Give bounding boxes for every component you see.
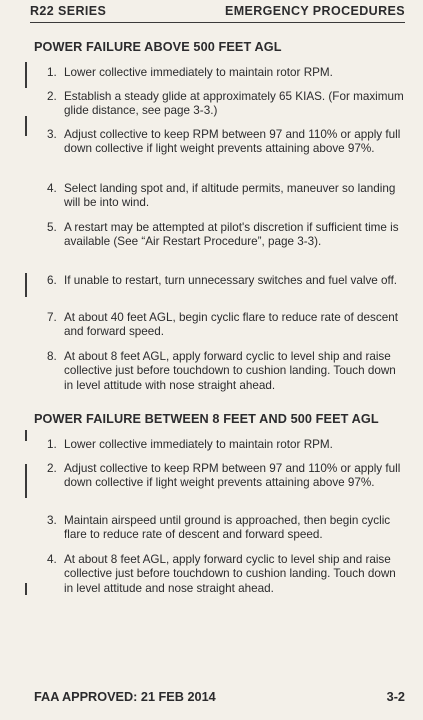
step-number: 5. bbox=[47, 221, 57, 234]
header-section: EMERGENCY PROCEDURES bbox=[224, 4, 405, 18]
step-text: Establish a steady glide at approximately 65 KIAS. (For maximum glide distance, see page 3-3.) bbox=[64, 90, 404, 118]
procedure-step bbox=[47, 438, 407, 452]
procedure-step bbox=[47, 221, 407, 250]
step-number: 7. bbox=[47, 311, 57, 324]
approval-date: FAA APPROVED: 21 FEB 2014 bbox=[34, 690, 216, 704]
running-header bbox=[30, 0, 405, 23]
section-title: POWER FAILURE BETWEEN 8 FEET AND 500 FEET AGL bbox=[34, 412, 379, 426]
procedure-step bbox=[47, 311, 407, 340]
step-number: 8. bbox=[47, 350, 57, 363]
step-number: 2. bbox=[47, 462, 57, 475]
step-number: 1. bbox=[47, 66, 57, 79]
section-title: POWER FAILURE ABOVE 500 FEET AGL bbox=[34, 40, 282, 54]
procedure-step bbox=[47, 90, 407, 119]
step-number: 1. bbox=[47, 438, 57, 451]
procedure-step bbox=[47, 514, 407, 543]
step-text: Select landing spot and, if altitude permits, maneuver so landing will be into wind. bbox=[64, 182, 396, 210]
step-number: 2. bbox=[47, 90, 57, 103]
step-text: At about 8 feet AGL, apply forward cyclic to level ship and raise collective just before touchdown to cushion landing. Touch down in level attitude and nose straight ahead. bbox=[64, 553, 396, 595]
step-text: If unable to restart, turn unnecessary switches and fuel valve off. bbox=[64, 274, 398, 287]
procedure-step bbox=[47, 553, 407, 596]
step-text: At about 8 feet AGL, apply forward cyclic to level ship and raise collective just before touchdown to cushion landing. Touch down in level attitude with nose straight ahead. bbox=[64, 350, 396, 392]
step-text: Lower collective immediately to maintain rotor RPM. bbox=[64, 66, 333, 79]
revision-bar bbox=[25, 62, 27, 88]
step-text: Maintain airspeed until ground is approached, then begin cyclic flare to reduce rate of descent and forward speed. bbox=[64, 514, 391, 542]
step-text: A restart may be attempted at pilot's discretion if sufficient time is available (See “Air Restart Procedure”, page 3-3). bbox=[64, 221, 399, 249]
procedure-step bbox=[47, 128, 407, 157]
step-number: 6. bbox=[47, 274, 57, 287]
step-number: 4. bbox=[47, 182, 57, 195]
revision-bar bbox=[25, 464, 27, 498]
step-text: At about 40 feet AGL, begin cyclic flare to reduce rate of descent and forward speed. bbox=[64, 311, 398, 339]
procedure-step bbox=[47, 462, 407, 491]
step-text: Adjust collective to keep RPM between 97 and 110% or apply full down collective if light weight prevents attaining above 97%. bbox=[64, 128, 401, 156]
procedure-step bbox=[47, 274, 407, 288]
step-number: 4. bbox=[47, 553, 57, 566]
step-text: Adjust collective to keep RPM between 97 and 110% or apply full down collective if light weight prevents attaining above 97%. bbox=[64, 462, 401, 490]
revision-bar bbox=[25, 116, 27, 136]
revision-bar bbox=[25, 273, 27, 297]
revision-bar bbox=[25, 583, 27, 595]
header-model: R22 SERIES bbox=[30, 4, 107, 18]
procedure-step bbox=[47, 350, 407, 393]
page-number: 3-2 bbox=[386, 690, 405, 704]
step-number: 3. bbox=[47, 128, 57, 141]
step-number: 3. bbox=[47, 514, 57, 527]
procedure-step bbox=[47, 182, 407, 211]
step-text: Lower collective immediately to maintain rotor RPM. bbox=[64, 438, 333, 451]
revision-bar bbox=[25, 430, 27, 441]
procedure-step bbox=[47, 66, 407, 80]
